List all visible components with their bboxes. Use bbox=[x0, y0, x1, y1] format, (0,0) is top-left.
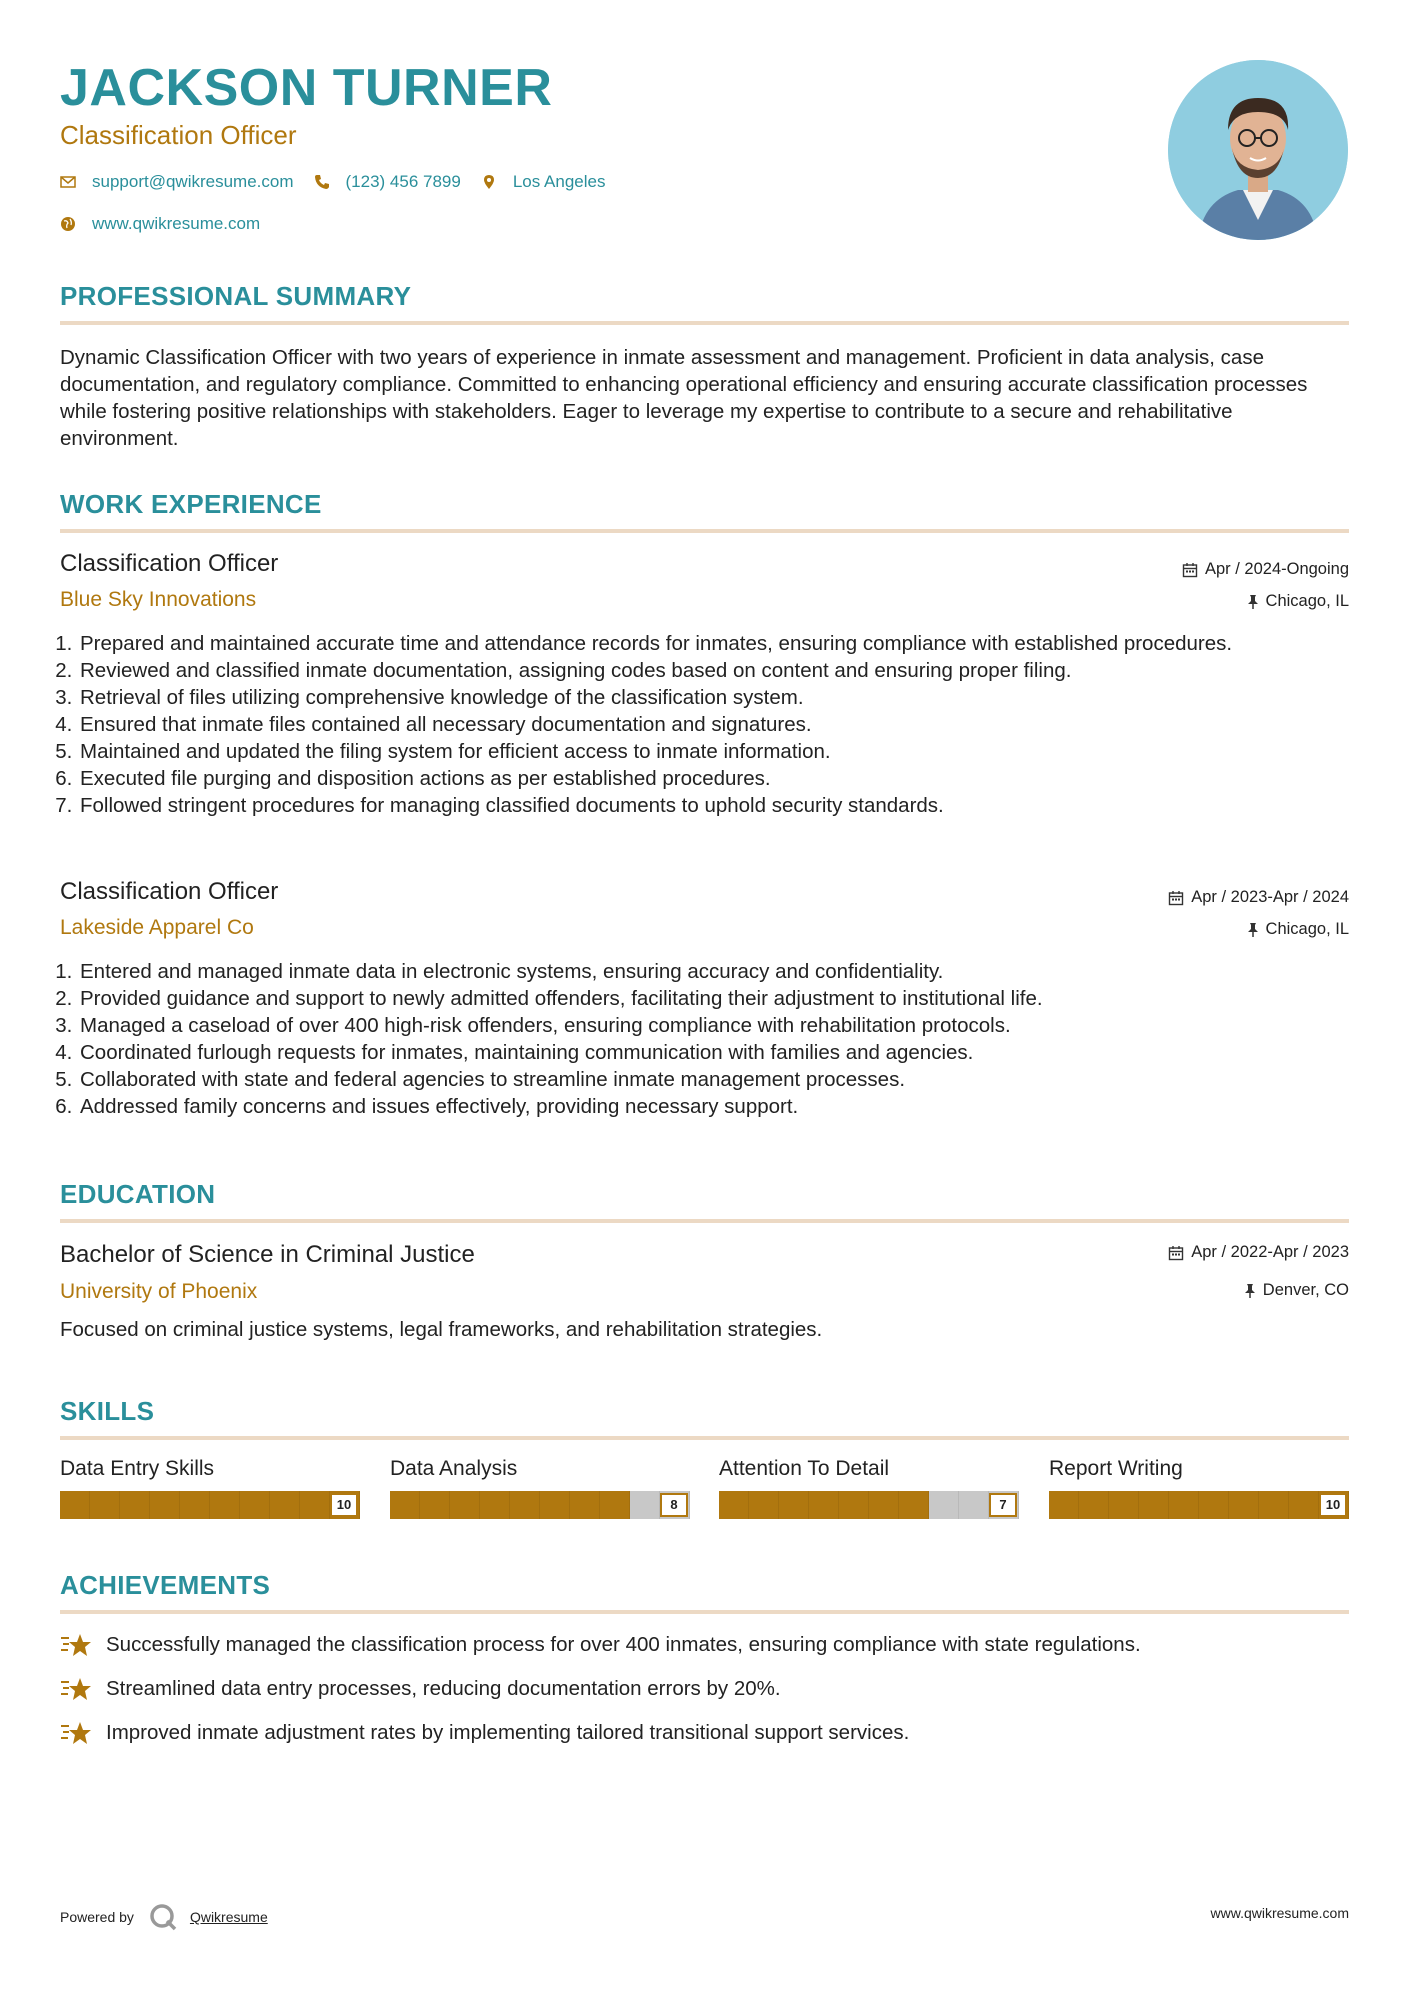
location-text: Los Angeles bbox=[512, 172, 606, 191]
summary-text: Dynamic Classification Officer with two years of experience in inmate assessment and management. Proficient in data analysis, case documentation, and regulatory compliance. Committed to enhancing operational efficiency and ensuring accurate classification processes while fostering positive relationships with stakeholders. Eager to leverage my expertise to contribute to a secure and rehabilitative environment. bbox=[60, 346, 1308, 450]
list-item: 7. Followed stringent procedures for managing classified documents to uphold security standards. bbox=[78, 792, 1349, 819]
skill-segment bbox=[959, 1491, 989, 1519]
skill-segment bbox=[120, 1491, 150, 1519]
job-title: Classification Officer bbox=[60, 550, 279, 577]
skill-bar bbox=[390, 1491, 690, 1519]
skill-segment bbox=[899, 1491, 929, 1519]
skill-segment bbox=[839, 1491, 869, 1519]
skill-segment bbox=[719, 1491, 749, 1519]
globe-icon bbox=[60, 216, 76, 232]
education-dates-text: Apr / 2022-Apr / 2023 bbox=[1191, 1243, 1349, 1261]
skill-segment bbox=[90, 1491, 120, 1519]
email-link[interactable]: support@qwikresume.com bbox=[92, 172, 294, 191]
qwikresume-link[interactable]: Qwikresume bbox=[189, 1909, 268, 1925]
skill-segment bbox=[929, 1491, 959, 1519]
calendar-icon bbox=[1168, 1245, 1184, 1261]
skill-bar bbox=[1049, 1491, 1349, 1519]
phone-item bbox=[314, 172, 461, 192]
job-dates bbox=[1182, 560, 1349, 579]
job-bullets bbox=[60, 630, 1349, 819]
achievement-text: Successfully managed the classification process for over 400 inmates, ensuring compliance with state regulations. bbox=[106, 1633, 1141, 1656]
skill-data-analysis bbox=[390, 1457, 690, 1519]
summary-heading: PROFESSIONAL SUMMARY bbox=[60, 281, 412, 311]
skill-segment bbox=[1169, 1491, 1199, 1519]
skill-segment bbox=[1259, 1491, 1289, 1519]
envelope-icon bbox=[60, 174, 76, 190]
job-location-text: Chicago, IL bbox=[1265, 592, 1349, 610]
job-location bbox=[1247, 920, 1349, 939]
phone-icon bbox=[314, 174, 330, 190]
skill-bar bbox=[719, 1491, 1019, 1519]
list-item: 2. Reviewed and classified inmate documentation, assigning codes based on content and ensuring proper filing. bbox=[78, 657, 1349, 684]
skill-segment bbox=[1199, 1491, 1229, 1519]
skill-segment bbox=[1229, 1491, 1259, 1519]
skill-segment bbox=[420, 1491, 450, 1519]
job-location-text: Chicago, IL bbox=[1265, 920, 1349, 938]
job-bullets bbox=[60, 958, 1349, 1120]
star-award-icon bbox=[60, 1676, 92, 1702]
website-row bbox=[60, 214, 280, 234]
list-item: 5. Maintained and updated the filing system for efficient access to inmate information. bbox=[78, 738, 1349, 765]
list-item: 3. Managed a caseload of over 400 high-risk offenders, ensuring compliance with rehabilitation protocols. bbox=[78, 1012, 1349, 1039]
skill-label: Data Entry Skills bbox=[60, 1457, 215, 1480]
list-item: 4. Ensured that inmate files contained all necessary documentation and signatures. bbox=[78, 711, 1349, 738]
skill-segment bbox=[749, 1491, 779, 1519]
education-dates bbox=[1168, 1243, 1349, 1262]
skill-segment bbox=[1049, 1491, 1079, 1519]
skill-segment bbox=[510, 1491, 540, 1519]
education-divider bbox=[60, 1219, 1349, 1223]
skill-segment bbox=[450, 1491, 480, 1519]
list-item: 5. Collaborated with state and federal agencies to streamline inmate management processes. bbox=[78, 1066, 1349, 1093]
list-item: 3. Retrieval of files utilizing comprehensive knowledge of the classification system. bbox=[78, 684, 1349, 711]
phone-text: (123) 456 7899 bbox=[345, 172, 461, 191]
job-location bbox=[1247, 592, 1349, 611]
skill-segment bbox=[869, 1491, 899, 1519]
skill-segment bbox=[60, 1491, 90, 1519]
skill-segment bbox=[210, 1491, 240, 1519]
skill-label: Attention To Detail bbox=[719, 1457, 890, 1480]
location-item bbox=[481, 172, 606, 192]
education-heading: EDUCATION bbox=[60, 1179, 216, 1209]
powered-by-label: Powered by bbox=[60, 1909, 134, 1925]
achievement-item bbox=[60, 1632, 1141, 1658]
skill-segment bbox=[150, 1491, 180, 1519]
skill-segment bbox=[809, 1491, 839, 1519]
skill-segment bbox=[600, 1491, 630, 1519]
skill-segment bbox=[570, 1491, 600, 1519]
email-item bbox=[60, 172, 294, 192]
resume-page bbox=[60, 0, 1349, 1990]
skill-segment bbox=[300, 1491, 330, 1519]
calendar-icon bbox=[1168, 890, 1184, 906]
skill-label: Data Analysis bbox=[390, 1457, 518, 1480]
list-item: 1. Prepared and maintained accurate time and attendance records for inmates, ensuring compliance with established procedures. bbox=[78, 630, 1349, 657]
achievement-item bbox=[60, 1720, 909, 1746]
achievement-text: Streamlined data entry processes, reducing documentation errors by 20%. bbox=[106, 1677, 781, 1700]
skill-bar bbox=[60, 1491, 360, 1519]
list-item: 1. Entered and managed inmate data in electronic systems, ensuring accuracy and confidentiality. bbox=[78, 958, 1349, 985]
skills-heading: SKILLS bbox=[60, 1396, 155, 1426]
list-item: 4. Coordinated furlough requests for inmates, maintaining communication with families and agencies. bbox=[78, 1039, 1349, 1066]
skill-segment bbox=[540, 1491, 570, 1519]
skill-label: Report Writing bbox=[1049, 1457, 1183, 1480]
skill-segment bbox=[480, 1491, 510, 1519]
achievement-text: Improved inmate adjustment rates by implementing tailored transitional support services. bbox=[106, 1721, 910, 1744]
star-award-icon bbox=[60, 1720, 92, 1746]
skill-segment bbox=[1139, 1491, 1169, 1519]
contact-row bbox=[60, 172, 625, 192]
achievements-divider bbox=[60, 1610, 1349, 1614]
skill-segment bbox=[1109, 1491, 1139, 1519]
calendar-icon bbox=[1182, 562, 1198, 578]
skill-level-badge: 7 bbox=[989, 1493, 1017, 1517]
skill-segment bbox=[1079, 1491, 1109, 1519]
skill-level-badge: 8 bbox=[660, 1493, 688, 1517]
skill-segment bbox=[1289, 1491, 1319, 1519]
website-link[interactable]: www.qwikresume.com bbox=[92, 214, 261, 233]
experience-heading: WORK EXPERIENCE bbox=[60, 489, 322, 519]
candidate-name: JACKSON TURNER bbox=[60, 59, 553, 117]
footer-powered-by bbox=[60, 1902, 268, 1932]
candidate-role: Classification Officer bbox=[60, 120, 297, 150]
profile-photo bbox=[1168, 60, 1348, 240]
achievement-item bbox=[60, 1676, 781, 1702]
skills-divider bbox=[60, 1436, 1349, 1440]
school-name: University of Phoenix bbox=[60, 1280, 258, 1303]
list-item: 6. Addressed family concerns and issues effectively, providing necessary support. bbox=[78, 1093, 1349, 1120]
job-title: Classification Officer bbox=[60, 878, 279, 905]
job-dates bbox=[1168, 888, 1349, 907]
portrait-illustration bbox=[1168, 60, 1348, 240]
job-dates-text: Apr / 2023-Apr / 2024 bbox=[1191, 888, 1349, 906]
degree-title: Bachelor of Science in Criminal Justice bbox=[60, 1241, 475, 1268]
company-name: Lakeside Apparel Co bbox=[60, 916, 254, 939]
pushpin-icon bbox=[1247, 922, 1259, 938]
education-description: Focused on criminal justice systems, legal frameworks, and rehabilitation strategies. bbox=[60, 1318, 823, 1341]
website-item bbox=[60, 214, 260, 234]
skill-attention-to-detail bbox=[719, 1457, 1019, 1519]
map-pin-icon bbox=[481, 174, 497, 190]
skill-segment bbox=[180, 1491, 210, 1519]
skill-report-writing bbox=[1049, 1457, 1349, 1519]
pushpin-icon bbox=[1244, 1283, 1256, 1299]
job-dates-text: Apr / 2024-Ongoing bbox=[1204, 560, 1349, 578]
list-item: 6. Executed file purging and disposition actions as per established procedures. bbox=[78, 765, 1349, 792]
summary-divider bbox=[60, 321, 1349, 325]
education-location bbox=[1244, 1281, 1349, 1300]
list-item: 2. Provided guidance and support to newly admitted offenders, facilitating their adjustment to institutional life. bbox=[78, 985, 1349, 1012]
skill-segment bbox=[390, 1491, 420, 1519]
qwikresume-logo-icon bbox=[148, 1902, 178, 1932]
skill-segment bbox=[630, 1491, 660, 1519]
skill-data-entry bbox=[60, 1457, 360, 1519]
pushpin-icon bbox=[1247, 594, 1259, 610]
star-award-icon bbox=[60, 1632, 92, 1658]
skill-segment bbox=[779, 1491, 809, 1519]
skill-segment bbox=[270, 1491, 300, 1519]
skill-level-badge: 10 bbox=[1319, 1493, 1347, 1517]
education-location-text: Denver, CO bbox=[1262, 1281, 1349, 1299]
skill-segment bbox=[240, 1491, 270, 1519]
achievements-heading: ACHIEVEMENTS bbox=[60, 1570, 271, 1600]
footer-website[interactable]: www.qwikresume.com bbox=[1210, 1905, 1349, 1921]
experience-divider bbox=[60, 529, 1349, 533]
company-name: Blue Sky Innovations bbox=[60, 588, 257, 611]
skill-level-badge: 10 bbox=[330, 1493, 358, 1517]
